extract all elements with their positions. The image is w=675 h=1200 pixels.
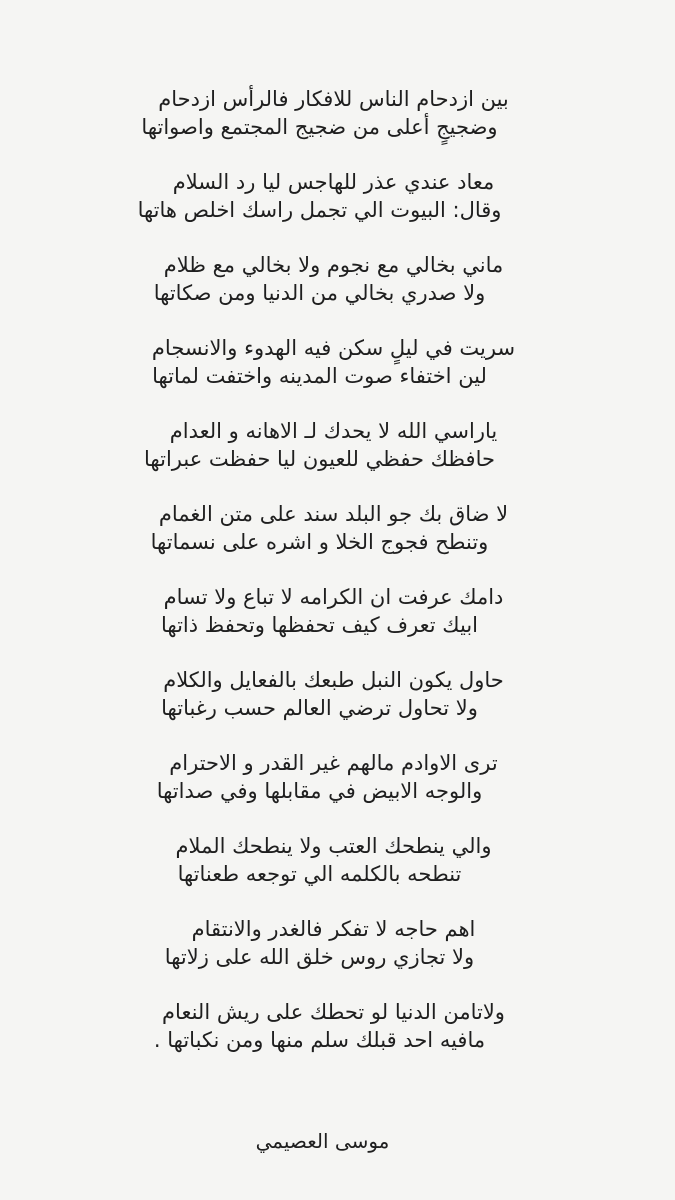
verse-line: ولا تجازي روس خلق الله على زلاتها	[164, 945, 475, 969]
verse-line: وقال: البيوت الي تجمل راسك اخلص هاتها	[137, 198, 502, 222]
stanza-8	[0, 666, 675, 749]
stanza-6	[0, 500, 675, 583]
verse-line: والي ينطحك العتب ولا ينطحك الملام	[175, 834, 492, 858]
verse-line: سريت في ليلٍ سكن فيه الهدوء والانسجام	[151, 336, 516, 360]
verse-line: وضجيجٍ أعلى من ضجيج المجتمع واصواتها	[141, 115, 498, 139]
stanza-2	[0, 168, 675, 251]
verse-line: ولاتامن الدنيا لو تحطك على ريش النعام	[162, 1000, 505, 1024]
verse-line: دامك عرفت ان الكرامه لا تباع ولا تسام	[163, 585, 504, 609]
stanza-12	[0, 998, 675, 1081]
verse-line: ولا صدري بخالي من الدنيا ومن صكاتها	[153, 281, 486, 305]
verse-line: لين اختفاء صوت المدينه واختفت لماتها	[152, 364, 487, 388]
verse-line: ترى الاوادم مالهم غير القدر و الاحترام	[169, 751, 498, 775]
stanza-9	[0, 749, 675, 832]
verse-line: اهم حاجه لا تفكر فالغدر والانتقام	[191, 917, 476, 941]
stanza-5	[0, 417, 675, 500]
verse-line: والوجه الابيض في مقابلها وفي صداتها	[156, 779, 483, 803]
verse-line: حافظك حفظي للعيون ليا حفظت عبراتها	[144, 447, 495, 471]
verse-line: لا ضاق بك جو البلد سند على متن الغمام	[158, 502, 509, 526]
verse-line: بين ازدحام الناس للافكار فالرأس ازدحام	[158, 87, 509, 111]
stanza-11	[0, 915, 675, 998]
stanza-10	[0, 832, 675, 915]
verse-line: ماني بخالي مع نجوم ولا بخالي مع ظلام	[163, 253, 504, 277]
verse-line: مافيه احد قبلك سلم منها ومن نكباتها .	[153, 1028, 486, 1052]
verse-line: تنطحه بالكلمه الي توجعه طعناتها	[177, 862, 462, 886]
stanza-3	[0, 251, 675, 334]
stanza-7	[0, 583, 675, 666]
poem	[0, 85, 675, 1081]
verse-line: وتنطح فجوج الخلا و اشره على نسماتها	[150, 530, 489, 554]
verse-line: ابيك تعرف كيف تحفظها وتحفظ ذاتها	[160, 613, 479, 637]
verse-line: ياراسي الله لا يحدك لـ الاهانه و العدام	[169, 419, 498, 443]
verse-line: ولا تحاول ترضي العالم حسب رغباتها	[161, 696, 478, 720]
stanza-1	[0, 85, 675, 168]
stanza-4	[0, 334, 675, 417]
verse-line: حاول يكون النبل طبعك بالفعايل والكلام	[163, 668, 504, 692]
author-signature: موسى العصيمي	[255, 1129, 390, 1153]
verse-line: معاد عندي عذر للهاجس ليا رد السلام	[172, 170, 495, 194]
